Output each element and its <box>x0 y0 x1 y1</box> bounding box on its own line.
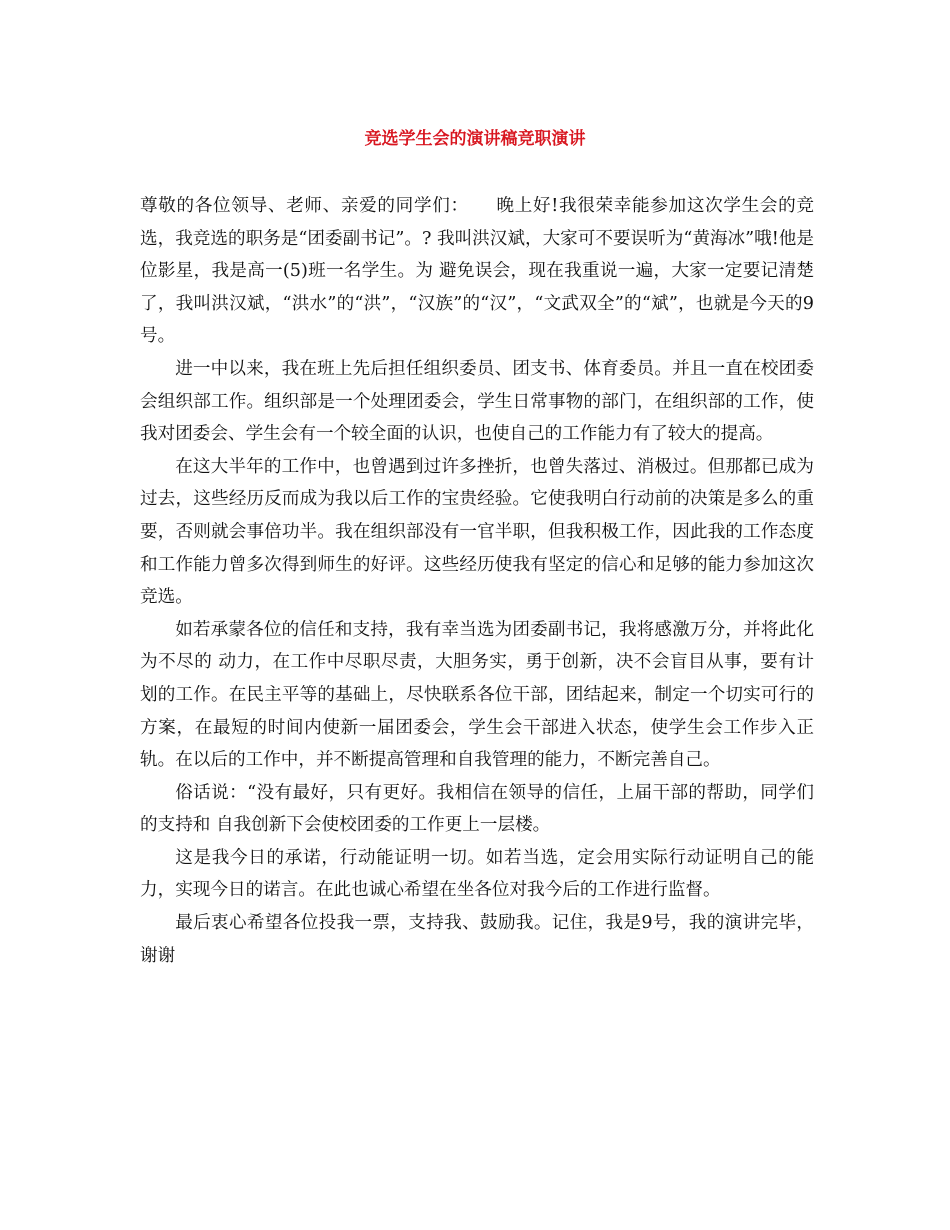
paragraph-promise: 这是我今日的承诺，行动能证明一切。如若当选，定会用实际行动证明自己的能力，实现今日的诺言。在此也诚心希望在坐各位对我今后的工作进行监督。 <box>140 847 814 901</box>
paragraph-greeting: 尊敬的各位领导、老师、亲爱的同学们： 晚上好!我很荣幸能参加这次学生会的竞选，我竞选的职务是“团委副书记”。? 我叫洪汉斌，大家可不要误听为“黄海冰”哦!他是位影星，我是高一(5)班一名学生。为 避免误会，现在我重说一遍，大家一定要记清楚了，我叫洪汉斌，“洪水”的“洪”，“汉族”的“汉”，“文武双全”的“斌”，也就是今天的9号。 <box>140 196 814 347</box>
paragraph-closing: 最后衷心希望各位投我一票，支持我、鼓励我。记住，我是9号，我的演讲完毕，谢谢 <box>140 913 814 966</box>
paragraph-plan: 如若承蒙各位的信任和支持，我有幸当选为团委副书记，我将感激万分，并将此化为不尽的 动力，在工作中尽职尽责，大胆务实，勇于创新，决不会盲目从事，要有计划的工作。在民主平等的基础上，尽快联系各位干部，团结起来，制定一个切实可行的方案，在最短的时间内使新一届团委会，学生会干部进入状态，使学生会工作步入正轨。在以后的工作中，并不断提高管理和自我管理的能力，不断完善自己。 <box>140 619 814 771</box>
document-body <box>140 190 814 972</box>
paragraph-saying: 俗话说：“没有最好，只有更好。我相信在领导的信任，上届干部的帮助，同学们的支持和 自我创新下会使校团委的工作更上一层楼。 <box>140 782 814 836</box>
document-title: 竞选学生会的演讲稿竞职演讲 <box>364 129 586 149</box>
paragraph-challenges: 在这大半年的工作中，也曾遇到过许多挫折，也曾失落过、消极过。但那都已成为过去，这些经历反而成为我以后工作的宝贵经验。它使我明白行动前的决策是多么的重要，否则就会事倍功半。我在组织部没有一官半职，但我积极工作，因此我的工作态度和工作能力曾多次得到师生的好评。这些经历使我有坚定的信心和足够的能力参加这次竞选。 <box>140 456 814 608</box>
paragraph-experience: 进一中以来，我在班上先后担任组织委员、团支书、体育委员。并且一直在校团委会组织部工作。组织部是一个处理团委会，学生日常事物的部门，在组织部的工作，使我对团委会、学生会有一个较全面的认识，也使自己的工作能力有了较大的提高。 <box>140 358 814 445</box>
